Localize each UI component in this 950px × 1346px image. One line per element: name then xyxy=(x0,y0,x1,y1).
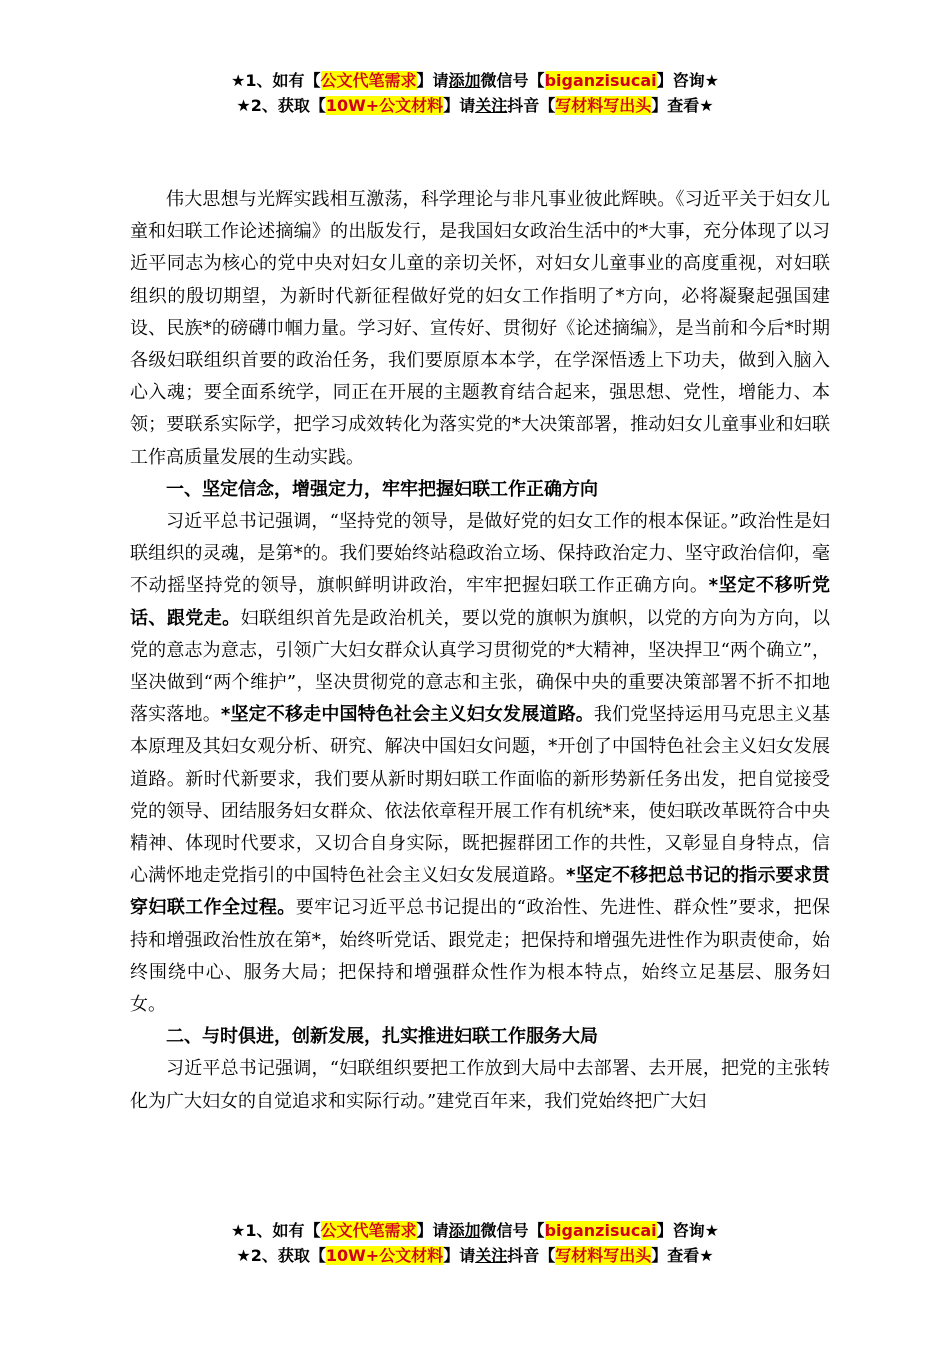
bold-point-1: *坚定不移听党话、跟党走。 xyxy=(130,575,830,629)
intro-paragraph: 伟大思想与光辉实践相互激荡，科学理论与非凡事业彼此辉映。《习近平关于妇女儿童和妇联工作论述摘编》的出版发行，是我国妇女政治生活中的*大事，充分体现了以习近平同志为核心的党中央对妇女儿童的亲切关怀，对妇女儿童事业的高度重视，对妇联组织的殷切期望，为新时代新征程做好党的妇女工作指明了*方向，必将凝聚起强国建设、民族*的磅礴巾帼力量。学习好、宣传好、贯彻好《论述摘编》，是当前和今后*时期各级妇联组织首要的政治任务，我们要原原本本学，在学深悟透上下功夫，做到入脑入心入魂；要全面系统学，同正在开展的主题教育结合起来，强思想、党性，增能力、本领；要联系实际学，把学习成效转化为落实党的*大决策部署，推动妇女儿童事业和妇联工作高质量发展的生动实践。 xyxy=(130,189,830,468)
banner-text: ★1、如有【 xyxy=(231,71,321,90)
banner-line-1 xyxy=(0,68,950,93)
paragraph-text: 妇联组织首先是政治机关，要以党的旗帜为旗帜，以党的方向为方向，以党的意志为意志，引领广大妇女群众认真学习贯彻党的*大精神，坚决捍卫“两个确立”，坚决做到“两个维护”，坚决贯彻党的意志和主张，确保中央的重要决策部署不折不扣地落实落地。 xyxy=(130,607,831,726)
paragraph-text: 我们党坚持运用马克思主义基本原理及其妇女观分析、研究、解决中国妇女问题，*开创了中国特色社会主义妇女发展道路。新时代新要求，我们要从新时期妇联工作面临的新形势新任务出发，把自觉接受党的领导、团结服务妇女群众、依法依章程开展工作有机统*来，使妇联改革既符合中央精神、体现时代要求，又切合自身实际，既把握群团工作的共性，又彰显自身特点，信心满怀地走党指引的中国特色社会主义妇女发展道路。 xyxy=(130,704,830,887)
banner-highlight-wechat-id: biganzisucai xyxy=(544,1221,657,1240)
banner-text: 微信号【 xyxy=(480,71,545,90)
banner-text: 】咨询★ xyxy=(656,71,719,90)
banner-line-2 xyxy=(0,93,950,118)
banner-emphasis-follow: 关注 xyxy=(475,1246,508,1265)
banner-text: ★2、获取【 xyxy=(236,96,326,115)
banner-text: 】请 xyxy=(416,1221,449,1240)
section-heading-2: 二、与时俱进，创新发展，扎实推进妇联工作服务大局 xyxy=(166,1026,598,1048)
banner-text: 】咨询★ xyxy=(656,1221,719,1240)
banner-text: 】请 xyxy=(443,1246,476,1265)
banner-text: 】查看★ xyxy=(651,1246,714,1265)
banner-text: 】请 xyxy=(416,71,449,90)
banner-highlight-materials: 10W+公文材料 xyxy=(325,96,444,115)
banner-text: 】查看★ xyxy=(651,96,714,115)
banner-text: ★2、获取【 xyxy=(236,1246,326,1265)
banner-highlight-wechat-id: biganzisucai xyxy=(544,71,657,90)
bold-point-3: *坚定不移把总书记的指示要求贯穿妇联工作全过程。 xyxy=(130,865,830,919)
banner-highlight-douyin: 写材料写出头 xyxy=(555,1246,652,1265)
banner-text: 微信号【 xyxy=(480,1221,545,1240)
section-2-paragraph: 习近平总书记强调，“妇联组织要把工作放到大局中去部署、去开展，把党的主张转化为广大妇女的自觉追求和实际行动。”建党百年来，我们党始终把广大妇 xyxy=(130,1058,830,1112)
header-banner xyxy=(0,68,950,118)
footer-banner xyxy=(0,1218,950,1268)
banner-highlight-service: 公文代笔需求 xyxy=(320,71,417,90)
bold-point-2: *坚定不移走中国特色社会主义妇女发展道路。 xyxy=(220,704,594,726)
banner-emphasis-follow: 关注 xyxy=(475,96,508,115)
banner-text: 抖音【 xyxy=(507,96,556,115)
section-heading-1: 一、坚定信念，增强定力，牢牢把握妇联工作正确方向 xyxy=(166,478,598,500)
banner-highlight-service: 公文代笔需求 xyxy=(320,1221,417,1240)
banner-text: ★1、如有【 xyxy=(231,1221,321,1240)
banner-highlight-douyin: 写材料写出头 xyxy=(555,96,652,115)
banner-line-1 xyxy=(0,1218,950,1243)
banner-text: 抖音【 xyxy=(507,1246,556,1265)
banner-emphasis-add: 添加 xyxy=(448,1221,481,1240)
paragraph-text: 习近平总书记强调，“坚持党的领导，是做好党的妇女工作的根本保证。”政治性是妇联组织的灵魂，是第*的。我们要始终站稳政治立场、保持政治定力、坚守政治信仰，毫不动摇坚持党的领导，旗帜鲜明讲政治，牢牢把握妇联工作正确方向。 xyxy=(130,511,830,597)
banner-highlight-materials: 10W+公文材料 xyxy=(325,1246,444,1265)
section-1-paragraph xyxy=(130,506,830,1021)
document-body xyxy=(130,184,830,1118)
banner-emphasis-add: 添加 xyxy=(448,71,481,90)
paragraph-text: 要牢记习近平总书记提出的“政治性、先进性、群众性”要求，把保持和增强政治性放在第*，始终听党话、跟党走；把保持和增强先进性作为职责使命，始终围绕中心、服务大局；把保持和增强群众性作为根本特点，始终立足基层、服务妇女。 xyxy=(130,897,831,1016)
banner-text: 】请 xyxy=(443,96,476,115)
banner-line-2 xyxy=(0,1243,950,1268)
